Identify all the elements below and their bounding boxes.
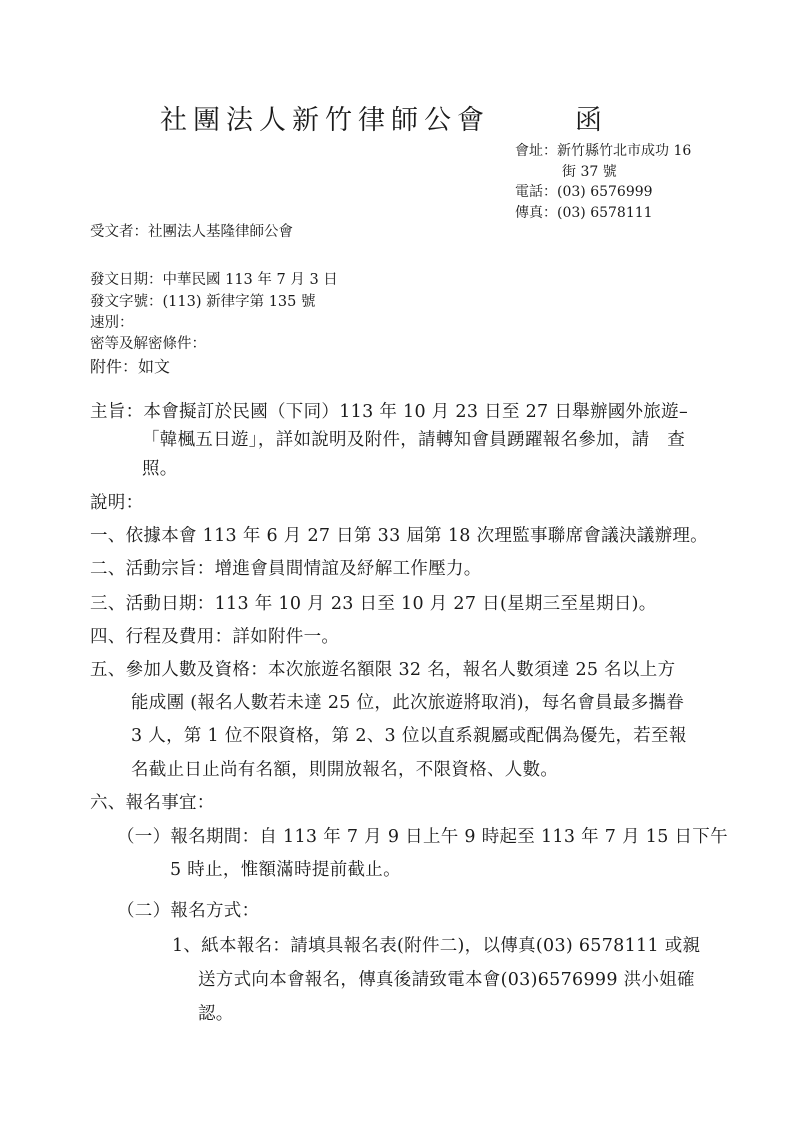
recipient: 受文者：社團法人基隆律師公會 <box>90 224 293 240</box>
explanation-item-3: 三、活動日期：113 年 10 月 23 日至 10 月 27 日(星期三至星期日)。 <box>90 594 657 614</box>
phone-line: 電話：(03) 6576999 <box>515 184 653 200</box>
speed-class: 速別： <box>90 315 134 331</box>
explanation-item-4: 四、行程及費用：詳如附件一。 <box>90 627 340 647</box>
subject-line-2: 「韓楓五日遊」，詳如說明及附件，請轉知會員踴躍報名參加，請 查 <box>142 430 686 450</box>
paper-registration-line-2: 送方式向本會報名，傳真後請致電本會(03)6576999 洪小姐確 <box>198 970 695 990</box>
explanation-item-5-line-3: 3 人，第 1 位不限資格，第 2、3 位以直系親屬或配偶為優先，若至報 <box>131 726 687 746</box>
address-line-2: 街 37 號 <box>562 164 617 180</box>
explanation-heading: 說明： <box>90 493 144 513</box>
explanation-item-5-line-1: 五、參加人數及資格：本次旅遊名額限 32 名，報名人數須達 25 名以上方 <box>90 660 676 680</box>
attachment-note: 附件：如文 <box>90 357 171 376</box>
explanation-item-5-line-2: 能成團 (報名人數若未達 25 位，此次旅遊將取消)，每名會員最多攜眷 <box>131 693 685 713</box>
registration-method-heading: （二）報名方式： <box>117 901 260 921</box>
address-line-1: 會址：新竹縣竹北市成功 16 <box>515 143 692 159</box>
explanation-item-1: 一、依據本會 113 年 6 月 27 日第 33 屆第 18 次理監事聯席會議決議辦理。 <box>90 526 708 546</box>
explanation-item-6: 六、報名事宜： <box>90 793 215 813</box>
issue-number: 發文字號：(113) 新律字第 135 號 <box>90 294 316 310</box>
organization-title: 社團法人新竹律師公會 <box>160 105 490 136</box>
subject-line-3: 照。 <box>142 459 178 479</box>
paper-registration-line-1: 1、紙本報名：請填具報名表(附件二)，以傳真(03) 6578111 或親 <box>172 936 701 956</box>
security-level: 密等及解密條件： <box>90 336 206 352</box>
fax-line: 傳真：(03) 6578111 <box>515 205 653 221</box>
explanation-item-2: 二、活動宗旨：增進會員間情誼及紓解工作壓力。 <box>90 559 482 579</box>
subject-line-1: 主旨：本會擬訂於民國（下同）113 年 10 月 23 日至 27 日舉辦國外旅遊– <box>90 402 688 422</box>
registration-period-line-2: 5 時止，惟額滿時提前截止。 <box>170 860 401 880</box>
explanation-item-5-line-4: 名截止日止尚有名額，則開放報名，不限資格、人數。 <box>131 760 559 780</box>
paper-registration-line-3: 認。 <box>198 1004 234 1024</box>
document-type: 函 <box>575 105 602 136</box>
issue-date: 發文日期：中華民國 113 年 7 月 3 日 <box>90 272 338 288</box>
registration-period-line-1: （一）報名期間：自 113 年 7 月 9 日上午 9 時起至 113 年 7 月 15 日下午 <box>117 827 728 847</box>
